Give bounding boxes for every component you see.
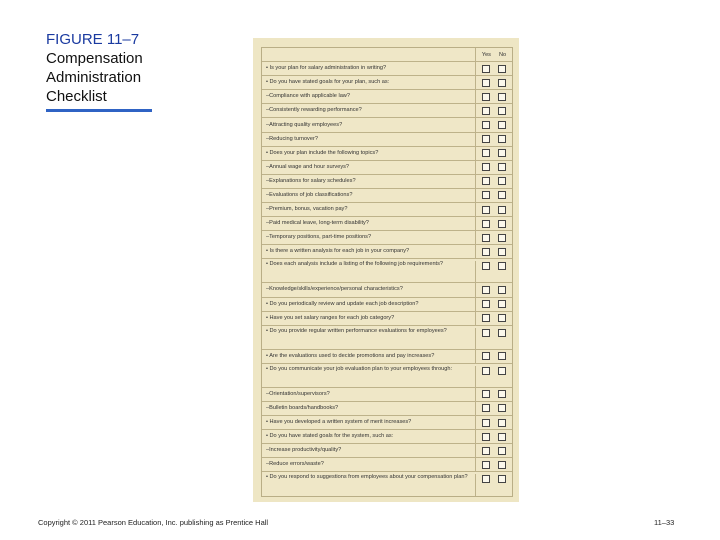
checklist-row <box>262 203 512 217</box>
title-underline <box>46 109 152 112</box>
checklist-item-text: –Evaluations of job classifications? <box>262 189 476 202</box>
no-checkbox[interactable] <box>498 404 506 412</box>
checkbox-group <box>476 217 512 230</box>
checklist-row <box>262 133 512 147</box>
checklist-row <box>262 402 512 416</box>
checkbox-group <box>476 231 512 244</box>
header-columns <box>476 48 512 61</box>
checklist-item-text: • Do you periodically review and update each job description? <box>262 298 476 311</box>
checklist-row <box>262 388 512 402</box>
no-checkbox[interactable] <box>498 300 506 308</box>
no-checkbox[interactable] <box>498 121 506 129</box>
checkbox-group <box>476 444 512 457</box>
checklist-item-text: • Does your plan include the following topics? <box>262 147 476 160</box>
no-checkbox[interactable] <box>498 177 506 185</box>
yes-checkbox[interactable] <box>482 286 490 294</box>
checklist-item-text: –Bulletin boards/handbooks? <box>262 402 476 415</box>
yes-checkbox[interactable] <box>482 367 490 375</box>
checklist-row <box>262 283 512 297</box>
checkbox-group <box>476 350 512 363</box>
checklist-row <box>262 444 512 458</box>
checklist-item-text: • Are the evaluations used to decide promotions and pay increases? <box>262 350 476 363</box>
figure-title-line-1: Compensation <box>46 50 143 67</box>
yes-checkbox[interactable] <box>482 149 490 157</box>
checkbox-group <box>476 402 512 415</box>
checkbox-group <box>476 430 512 443</box>
checkbox-group <box>476 203 512 216</box>
checklist-item-text: –Compliance with applicable law? <box>262 90 476 103</box>
checklist-row <box>262 312 512 326</box>
checkbox-group <box>476 328 512 350</box>
no-checkbox[interactable] <box>498 234 506 242</box>
checkbox-group <box>476 189 512 202</box>
checklist-item-text: • Do you have stated goals for your plan, such as: <box>262 76 476 89</box>
checklist-row <box>262 259 512 283</box>
checkbox-group <box>476 118 512 131</box>
yes-column-header: Yes <box>481 51 491 58</box>
figure-number: FIGURE 11–7 <box>46 31 140 48</box>
checklist-item-text: –Orientation/supervisors? <box>262 388 476 401</box>
checklist-row <box>262 430 512 444</box>
checklist-item-text: • Have you set salary ranges for each job category? <box>262 312 476 325</box>
no-checkbox[interactable] <box>498 475 506 483</box>
checklist-row <box>262 161 512 175</box>
no-checkbox[interactable] <box>498 135 506 143</box>
checklist-item-text: –Increase productivity/quality? <box>262 444 476 457</box>
yes-checkbox[interactable] <box>482 475 490 483</box>
checkbox-group <box>476 133 512 146</box>
no-checkbox[interactable] <box>498 352 506 360</box>
checklist-row <box>262 90 512 104</box>
no-checkbox[interactable] <box>498 191 506 199</box>
yes-checkbox[interactable] <box>482 419 490 427</box>
checklist-item-text: –Consistently rewarding performance? <box>262 104 476 117</box>
no-checkbox[interactable] <box>498 206 506 214</box>
checklist-row <box>262 298 512 312</box>
no-checkbox[interactable] <box>498 65 506 73</box>
yes-checkbox[interactable] <box>482 234 490 242</box>
no-checkbox[interactable] <box>498 419 506 427</box>
checklist-item-text: –Annual wage and hour surveys? <box>262 161 476 174</box>
checklist-row <box>262 189 512 203</box>
yes-checkbox[interactable] <box>482 262 490 270</box>
checklist-row <box>262 350 512 364</box>
yes-checkbox[interactable] <box>482 329 490 337</box>
no-checkbox[interactable] <box>498 262 506 270</box>
checklist-item-text: –Explanations for salary schedules? <box>262 175 476 188</box>
checklist-table <box>261 47 513 497</box>
checkbox-group <box>476 366 512 388</box>
yes-checkbox[interactable] <box>482 93 490 101</box>
checklist-item-text: • Do you provide regular written performance evaluations for employees? <box>262 328 476 349</box>
checklist-item-text: • Have you developed a written system of merit increases? <box>262 416 476 429</box>
yes-checkbox[interactable] <box>482 79 490 87</box>
checklist-item-text: • Do you respond to suggestions from employees about your compensation plan? <box>262 474 476 496</box>
checklist-row <box>262 326 512 350</box>
checklist-row <box>262 118 512 132</box>
copyright-footer: Copyright © 2011 Pearson Education, Inc. publishing as Prentice Hall <box>38 518 269 527</box>
yes-checkbox[interactable] <box>482 191 490 199</box>
figure-title-line-2: Administration <box>46 69 142 86</box>
no-checkbox[interactable] <box>498 149 506 157</box>
yes-checkbox[interactable] <box>482 220 490 228</box>
checkbox-group <box>476 474 512 497</box>
checkbox-group <box>476 90 512 103</box>
checklist-item-text: –Paid medical leave, long-term disability? <box>262 217 476 230</box>
no-column-header: No <box>498 51 507 58</box>
checklist-panel <box>253 38 519 502</box>
no-checkbox[interactable] <box>498 107 506 115</box>
checkbox-group <box>476 76 512 89</box>
yes-checkbox[interactable] <box>482 248 490 256</box>
checklist-row <box>262 175 512 189</box>
header-blank <box>262 48 476 61</box>
no-checkbox[interactable] <box>498 163 506 171</box>
no-checkbox[interactable] <box>498 79 506 87</box>
yes-checkbox[interactable] <box>482 390 490 398</box>
no-checkbox[interactable] <box>498 248 506 256</box>
yes-checkbox[interactable] <box>482 135 490 143</box>
yes-checkbox[interactable] <box>482 65 490 73</box>
checkbox-group <box>476 161 512 174</box>
checklist-row <box>262 104 512 118</box>
no-checkbox[interactable] <box>498 461 506 469</box>
yes-checkbox[interactable] <box>482 163 490 171</box>
checklist-row <box>262 458 512 472</box>
checklist-row <box>262 147 512 161</box>
checklist-row <box>262 364 512 388</box>
checklist-header-row <box>262 48 512 62</box>
yes-checkbox[interactable] <box>482 433 490 441</box>
page-number: 11–33 <box>654 518 675 527</box>
checkbox-group <box>476 298 512 311</box>
no-checkbox[interactable] <box>498 286 506 294</box>
checklist-row <box>262 62 512 76</box>
checklist-row <box>262 245 512 259</box>
checklist-row <box>262 217 512 231</box>
yes-checkbox[interactable] <box>482 107 490 115</box>
checklist-row <box>262 76 512 90</box>
yes-checkbox[interactable] <box>482 404 490 412</box>
checklist-item-text: • Is there a written analysis for each job in your company? <box>262 245 476 258</box>
checkbox-group <box>476 388 512 401</box>
checklist-item-text: • Does each analysis include a listing of the following job requirements? <box>262 261 476 282</box>
checklist-item-text: • Do you communicate your job evaluation plan to your employees through: <box>262 366 476 387</box>
no-checkbox[interactable] <box>498 433 506 441</box>
checklist-item-text: –Reduce errors/waste? <box>262 458 476 471</box>
checklist-item-text: –Temporary positions, part-time positions? <box>262 231 476 244</box>
checklist-item-text: –Premium, bonus, vacation pay? <box>262 203 476 216</box>
yes-checkbox[interactable] <box>482 206 490 214</box>
checklist-rows <box>262 62 512 496</box>
no-checkbox[interactable] <box>498 390 506 398</box>
checkbox-group <box>476 104 512 117</box>
checkbox-group <box>476 245 512 258</box>
yes-checkbox[interactable] <box>482 352 490 360</box>
yes-checkbox[interactable] <box>482 300 490 308</box>
checklist-row <box>262 231 512 245</box>
checkbox-group <box>476 312 512 325</box>
yes-checkbox[interactable] <box>482 314 490 322</box>
checklist-row <box>262 416 512 430</box>
yes-checkbox[interactable] <box>482 121 490 129</box>
no-checkbox[interactable] <box>498 447 506 455</box>
checkbox-group <box>476 261 512 283</box>
no-checkbox[interactable] <box>498 367 506 375</box>
checkbox-group <box>476 458 512 471</box>
checklist-item-text: • Do you have stated goals for the system, such as: <box>262 430 476 443</box>
checklist-row <box>262 472 512 496</box>
yes-checkbox[interactable] <box>482 447 490 455</box>
no-checkbox[interactable] <box>498 220 506 228</box>
checklist-item-text: –Attracting quality employees? <box>262 118 476 131</box>
checkbox-group <box>476 283 512 296</box>
checklist-item-text: • Is your plan for salary administration in writing? <box>262 62 476 75</box>
figure-title-block <box>46 30 226 106</box>
figure-title-line-3: Checklist <box>46 88 107 105</box>
no-checkbox[interactable] <box>498 314 506 322</box>
checkbox-group <box>476 175 512 188</box>
checkbox-group <box>476 416 512 429</box>
no-checkbox[interactable] <box>498 329 506 337</box>
checklist-item-text: –Reducing turnover? <box>262 133 476 146</box>
no-checkbox[interactable] <box>498 93 506 101</box>
yes-checkbox[interactable] <box>482 177 490 185</box>
yes-checkbox[interactable] <box>482 461 490 469</box>
checkbox-group <box>476 147 512 160</box>
checklist-item-text: –Knowledge/skills/experience/personal characteristics? <box>262 283 476 296</box>
checkbox-group <box>476 62 512 75</box>
